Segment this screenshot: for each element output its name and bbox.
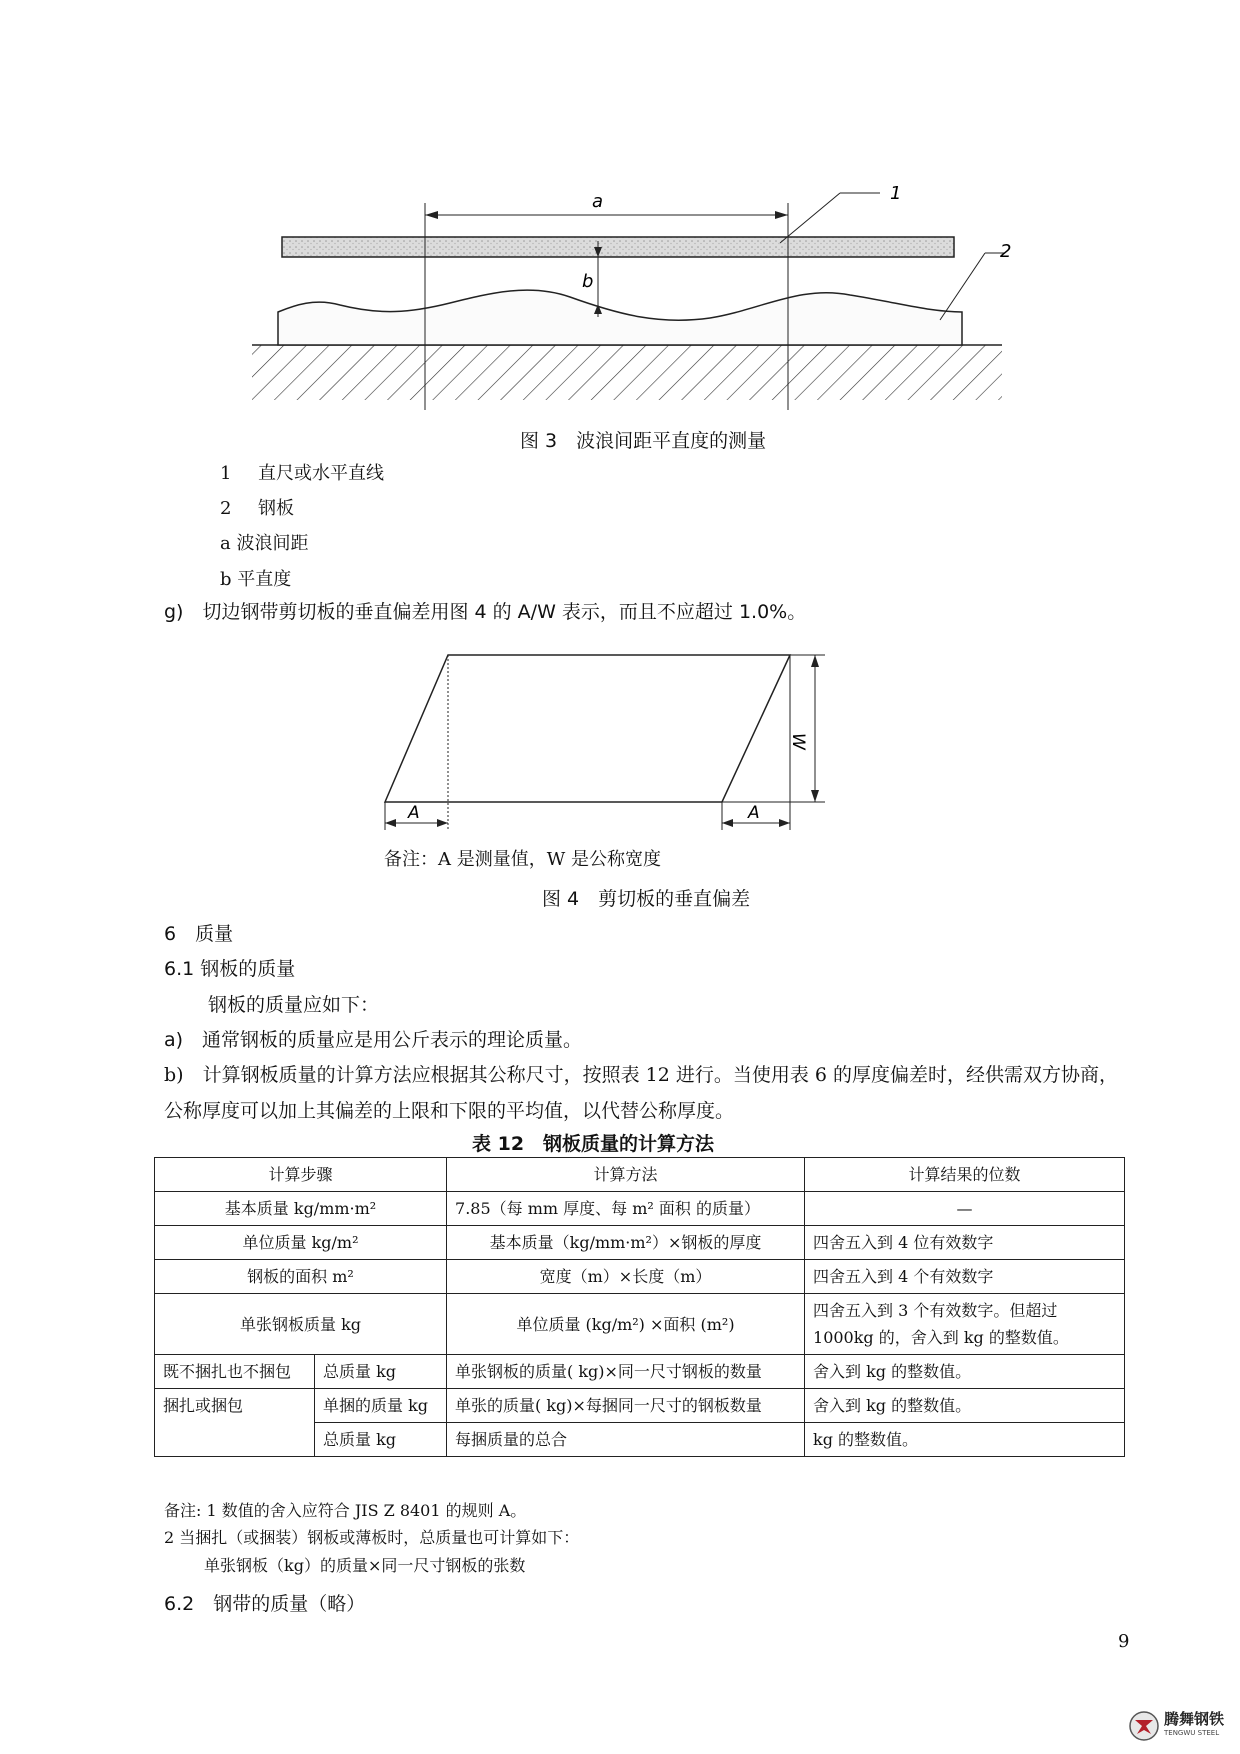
cell-group-label: 既不捆扎也不捆包	[155, 1355, 315, 1389]
figure-3-caption: 图 3 波浪间距平直度的测量	[520, 430, 767, 452]
legend-b-text: b 平直度	[220, 569, 292, 590]
figure-4-note: 备注：A 是测量值，W 是公称宽度	[384, 849, 661, 870]
table-row	[155, 1355, 1125, 1389]
section-6-1-intro: 钢板的质量应如下：	[208, 994, 380, 1016]
cell-result: 四舍五入到 4 位有效数字	[805, 1226, 1125, 1260]
cell-result: 舍入到 kg 的整数值。	[805, 1355, 1125, 1389]
legend-1-num: 1	[220, 463, 232, 484]
shear-plate-shape	[385, 655, 790, 802]
fig4-label-w: W	[788, 733, 808, 750]
fig4-label-a-right: A	[748, 803, 760, 823]
section-6-2-heading: 6.2 钢带的质量（略）	[164, 1593, 366, 1615]
legend-2-num: 2	[220, 498, 232, 519]
section-6-1-heading: 6.1 钢板的质量	[164, 958, 296, 980]
cell-result: 舍入到 kg 的整数值。	[805, 1389, 1125, 1423]
figure-3-drawing	[240, 185, 1020, 425]
logo-text-cn: 腾舞钢铁	[1164, 1710, 1225, 1728]
cell-step: 单位质量 kg/m²	[155, 1226, 447, 1260]
cell-method: 单位质量 (kg/m²) ×面积 (m²)	[447, 1294, 805, 1355]
header-step: 计算步骤	[155, 1158, 447, 1192]
cell-sub: 总质量 kg	[315, 1355, 447, 1389]
cell-step: 钢板的面积 m²	[155, 1260, 447, 1294]
header-method: 计算方法	[447, 1158, 805, 1192]
fig3-label-1: 1	[890, 185, 902, 204]
table-12-caption: 表 12 钢板质量的计算方法	[472, 1133, 715, 1155]
item-b: b) 计算钢板质量的计算方法应根据其公称尺寸，按照表 12 进行。当使用表 6 的厚度偏差时，经供需双方协商，公称厚度可以加上其偏差的上限和下限的平均值，以代替公称厚度。	[164, 1064, 1119, 1122]
fig3-label-a: a	[592, 191, 604, 212]
item-a: a) 通常钢板的质量应是用公斤表示的理论质量。	[164, 1029, 583, 1051]
legend-a-text: a 波浪间距	[220, 533, 309, 554]
table-row	[155, 1389, 1125, 1423]
cell-method: 单张钢板的质量( kg)×同一尺寸钢板的数量	[447, 1355, 805, 1389]
table-12	[154, 1157, 1125, 1457]
table-row	[155, 1192, 1125, 1226]
cell-group-label: 捆扎或捆包	[155, 1389, 315, 1457]
cell-result: 四舍五入到 4 个有效数字	[805, 1260, 1125, 1294]
cell-sub: 单捆的质量 kg	[315, 1389, 447, 1423]
cell-result: —	[805, 1192, 1125, 1226]
table-note-1: 备注: 1 数值的舍入应符合 JIS Z 8401 的规则 A。	[164, 1501, 527, 1520]
figure-4-caption: 图 4 剪切板的垂直偏差	[542, 888, 751, 910]
page-number: 9	[1118, 1631, 1130, 1652]
cell-method: 宽度（m）×长度（m）	[447, 1260, 805, 1294]
cell-result: 四舍五入到 3 个有效数字。但超过 1000kg 的，舍入到 kg 的整数值。	[805, 1294, 1125, 1355]
table-row	[155, 1226, 1125, 1260]
cell-method: 单张的质量( kg)×每捆同一尺寸的钢板数量	[447, 1389, 805, 1423]
section-6-heading: 6 质量	[164, 923, 234, 945]
cell-step: 单张钢板质量 kg	[155, 1294, 447, 1355]
cell-result: kg 的整数值。	[805, 1423, 1125, 1457]
table-row	[155, 1294, 1125, 1355]
table-note-3: 单张钢板（kg）的质量×同一尺寸钢板的张数	[204, 1556, 526, 1575]
header-result: 计算结果的位数	[805, 1158, 1125, 1192]
ruler-bar	[282, 237, 954, 257]
cell-method: 7.85（每 mm 厚度、每 m² 面积 的质量）	[447, 1192, 805, 1226]
cell-method: 基本质量（kg/mm·m²）×钢板的厚度	[447, 1226, 805, 1260]
logo-text-en: TENGWU STEEL	[1164, 1729, 1220, 1737]
ground-hatch	[252, 345, 1002, 400]
table-note-2: 2 当捆扎（或捆装）钢板或薄板时，总质量也可计算如下：	[164, 1528, 580, 1547]
steel-plate-shape	[278, 290, 962, 345]
table-row	[155, 1260, 1125, 1294]
fig4-label-a-left: A	[408, 803, 420, 823]
cell-step: 基本质量 kg/mm·m²	[155, 1192, 447, 1226]
fig3-label-b: b	[582, 271, 594, 292]
table-row	[155, 1158, 1125, 1192]
logo-mark-icon	[1128, 1710, 1160, 1742]
fig3-label-2: 2	[1000, 241, 1012, 262]
legend-1-text: 直尺或水平直线	[258, 463, 384, 484]
company-logo	[1128, 1704, 1240, 1748]
figure-4-drawing	[370, 645, 840, 840]
cell-method: 每捆质量的总合	[447, 1423, 805, 1457]
cell-sub: 总质量 kg	[315, 1423, 447, 1457]
legend-2-text: 钢板	[258, 498, 294, 519]
item-g: g) 切边钢带剪切板的垂直偏差用图 4 的 A/W 表示，而且不应超过 1.0%。	[164, 601, 807, 623]
